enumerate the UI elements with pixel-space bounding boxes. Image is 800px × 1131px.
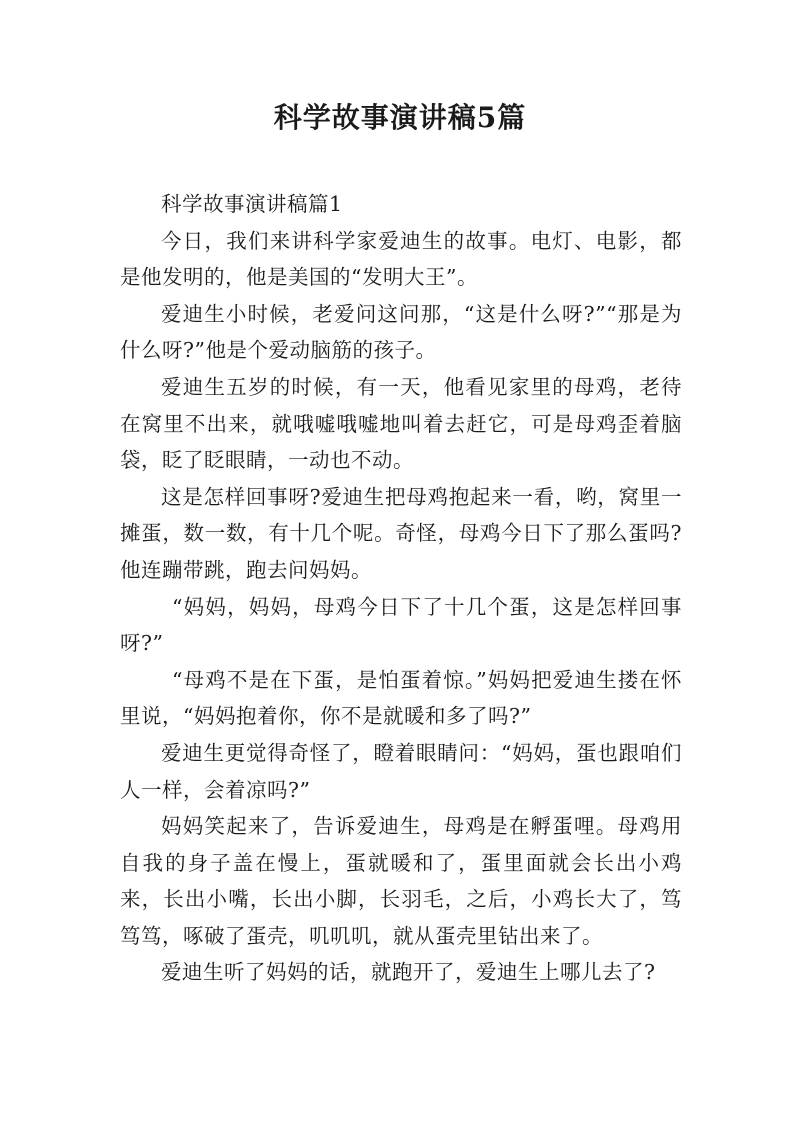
paragraph: 爱迪生小时候，老爱问这问那，“这是什么呀?”“那是为什么呀?”他是个爱动脑筋的孩子。 (120, 301, 682, 363)
paragraph: 爱迪生五岁的时候，有一天，他看见家里的母鸡，老待在窝里不出来，就哦嘘哦嘘地叫着去赶它，可是母鸡歪着脑袋，眨了眨眼睛，一动也不动。 (120, 374, 682, 473)
paragraph: 今日，我们来讲科学家爱迪生的故事。电灯、电影，都是他发明的，他是美国的“发明大王”。 (120, 228, 682, 290)
paragraph: 这是怎样回事呀?爱迪生把母鸡抱起来一看，哟，窝里一摊蛋，数一数，有十几个呢。奇怪，母鸡今日下了那么蛋吗?他连蹦带跳，跑去问妈妈。 (120, 484, 682, 582)
paragraph: “母鸡不是在下蛋，是怕蛋着惊。”妈妈把爱迪生搂在怀里说，“妈妈抱着你，你不是就暖和多了吗?” (120, 667, 682, 729)
section-heading: 科学故事演讲稿篇1 (161, 192, 343, 216)
paragraph: 爱迪生听了妈妈的话，就跑开了，爱迪生上哪儿去了? (161, 960, 656, 985)
paragraph: 妈妈笑起来了，告诉爱迪生，母鸡是在孵蛋哩。母鸡用自我的身子盖在慢上，蛋就暖和了，蛋里面就会长出小鸡来，长出小嘴，长出小脚，长羽毛，之后，小鸡长大了，笃笃笃，啄破了蛋壳，叽叽叽，就从蛋壳里钻出来了。 (120, 814, 682, 948)
paragraph: “妈妈，妈妈，母鸡今日下了十几个蛋，这是怎样回事呀?” (120, 594, 682, 656)
document-title: 科学故事演讲稿5篇 (273, 101, 527, 134)
paragraph: 爱迪生更觉得奇怪了，瞪着眼睛问：“妈妈，蛋也跟咱们人一样，会着凉吗?” (120, 740, 682, 802)
document-body (120, 186, 682, 991)
